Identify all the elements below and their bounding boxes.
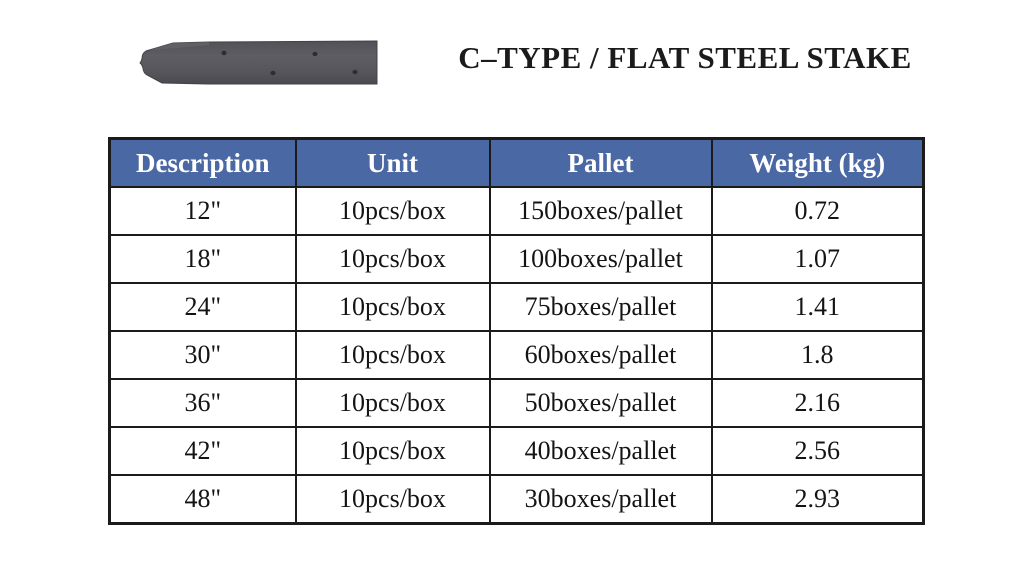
pallet-cell: 75boxes/pallet bbox=[490, 283, 712, 331]
description-cell: 36" bbox=[110, 379, 296, 427]
weight-cell: 2.16 bbox=[712, 379, 924, 427]
description-cell: 30" bbox=[110, 331, 296, 379]
column-header-pallet: Pallet bbox=[490, 139, 712, 188]
table-row bbox=[110, 187, 924, 235]
weight-cell: 0.72 bbox=[712, 187, 924, 235]
pallet-cell: 150boxes/pallet bbox=[490, 187, 712, 235]
unit-cell: 10pcs/box bbox=[296, 427, 490, 475]
weight-cell: 1.07 bbox=[712, 235, 924, 283]
column-header-description: Description bbox=[110, 139, 296, 188]
spec-table bbox=[108, 137, 925, 525]
description-cell: 18" bbox=[110, 235, 296, 283]
unit-cell: 10pcs/box bbox=[296, 475, 490, 524]
page-title: C–TYPE / FLAT STEEL STAKE bbox=[458, 40, 912, 75]
table-row bbox=[110, 427, 924, 475]
weight-cell: 2.56 bbox=[712, 427, 924, 475]
unit-cell: 10pcs/box bbox=[296, 283, 490, 331]
table-row bbox=[110, 235, 924, 283]
pallet-cell: 100boxes/pallet bbox=[490, 235, 712, 283]
description-cell: 24" bbox=[110, 283, 296, 331]
table-header-row bbox=[110, 139, 924, 188]
pallet-cell: 60boxes/pallet bbox=[490, 331, 712, 379]
pallet-cell: 30boxes/pallet bbox=[490, 475, 712, 524]
description-cell: 12" bbox=[110, 187, 296, 235]
column-header-weight: Weight (kg) bbox=[712, 139, 924, 188]
weight-cell: 1.41 bbox=[712, 283, 924, 331]
description-cell: 42" bbox=[110, 427, 296, 475]
description-cell: 48" bbox=[110, 475, 296, 524]
table-row bbox=[110, 475, 924, 524]
unit-cell: 10pcs/box bbox=[296, 187, 490, 235]
column-header-unit: Unit bbox=[296, 139, 490, 188]
weight-cell: 2.93 bbox=[712, 475, 924, 524]
flat-steel-stake-photo-icon bbox=[137, 39, 379, 87]
table-row bbox=[110, 379, 924, 427]
pallet-cell: 50boxes/pallet bbox=[490, 379, 712, 427]
unit-cell: 10pcs/box bbox=[296, 235, 490, 283]
table-row bbox=[110, 283, 924, 331]
unit-cell: 10pcs/box bbox=[296, 331, 490, 379]
weight-cell: 1.8 bbox=[712, 331, 924, 379]
table-row bbox=[110, 331, 924, 379]
pallet-cell: 40boxes/pallet bbox=[490, 427, 712, 475]
unit-cell: 10pcs/box bbox=[296, 379, 490, 427]
